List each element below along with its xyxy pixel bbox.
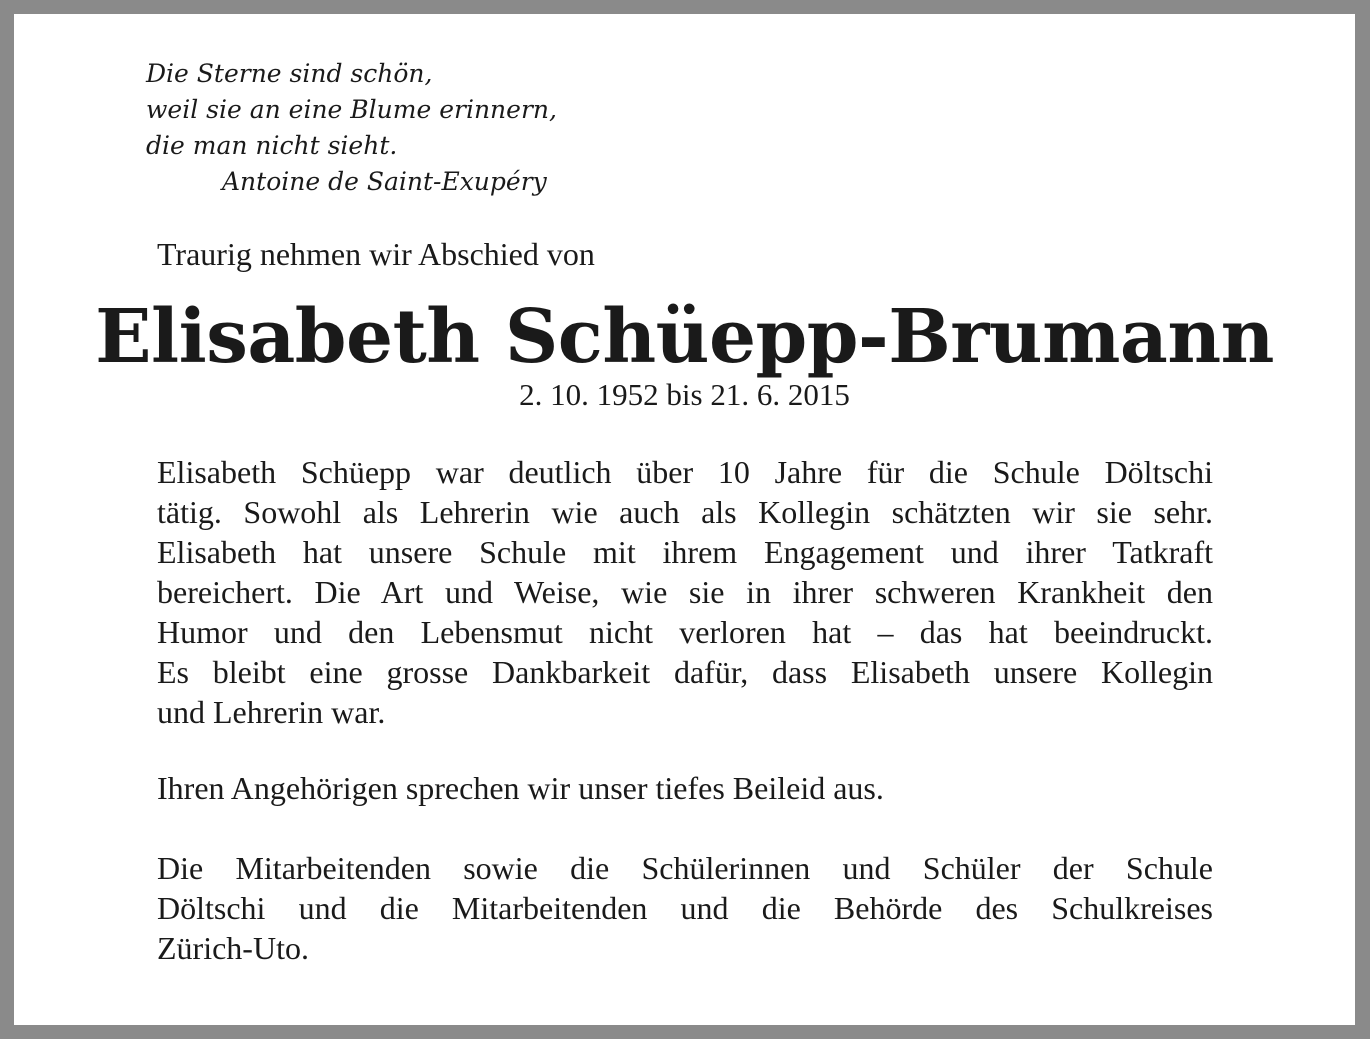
text-line: Elisabeth Schüepp war deutlich über 10 Jahre für die Schule Döltschi <box>157 454 1213 490</box>
text-line: Elisabeth hat unsere Schule mit ihrem Engagement und ihrer Tatkraft <box>157 534 1213 570</box>
text-line: Die Mitarbeitenden sowie die Schülerinnen und Schüler der Schule <box>157 850 1213 886</box>
condolence-paragraph <box>157 768 1213 808</box>
signature-paragraph <box>157 848 1213 968</box>
quote-line: weil sie an eine Blume erinnern, <box>146 95 557 124</box>
quote-line: die man nicht sieht. <box>146 131 398 160</box>
text-line: Ihren Angehörigen sprechen wir unser tiefes Beileid aus. <box>157 770 884 806</box>
life-dates: 2. 10. 1952 bis 21. 6. 2015 <box>519 377 850 412</box>
text-line: Zürich-Uto. <box>157 930 309 966</box>
text-line: Es bleibt eine grosse Dankbarkeit dafür, dass Elisabeth unsere Kollegin <box>157 654 1213 690</box>
quote-line: Die Sterne sind schön, <box>146 59 433 88</box>
text-line: Döltschi und die Mitarbeitenden und die Behörde des Schulkreises <box>157 890 1213 926</box>
deceased-name: Elisabeth Schüepp-Brumann <box>95 294 1274 380</box>
quote-author: Antoine de Saint-Exupéry <box>222 167 547 196</box>
intro-text: Traurig nehmen wir Abschied von <box>157 236 595 272</box>
tribute-paragraph <box>157 452 1213 732</box>
text-line: tätig. Sowohl als Lehrerin wie auch als Kollegin schätzten wir sie sehr. <box>157 494 1213 530</box>
obituary-notice <box>14 14 1355 1025</box>
epigraph-quote <box>146 56 557 200</box>
text-line: Humor und den Lebensmut nicht verloren hat – das hat beeindruckt. <box>157 614 1213 650</box>
text-line: und Lehrerin war. <box>157 694 386 730</box>
text-line: bereichert. Die Art und Weise, wie sie in ihrer schweren Krankheit den <box>157 574 1213 610</box>
